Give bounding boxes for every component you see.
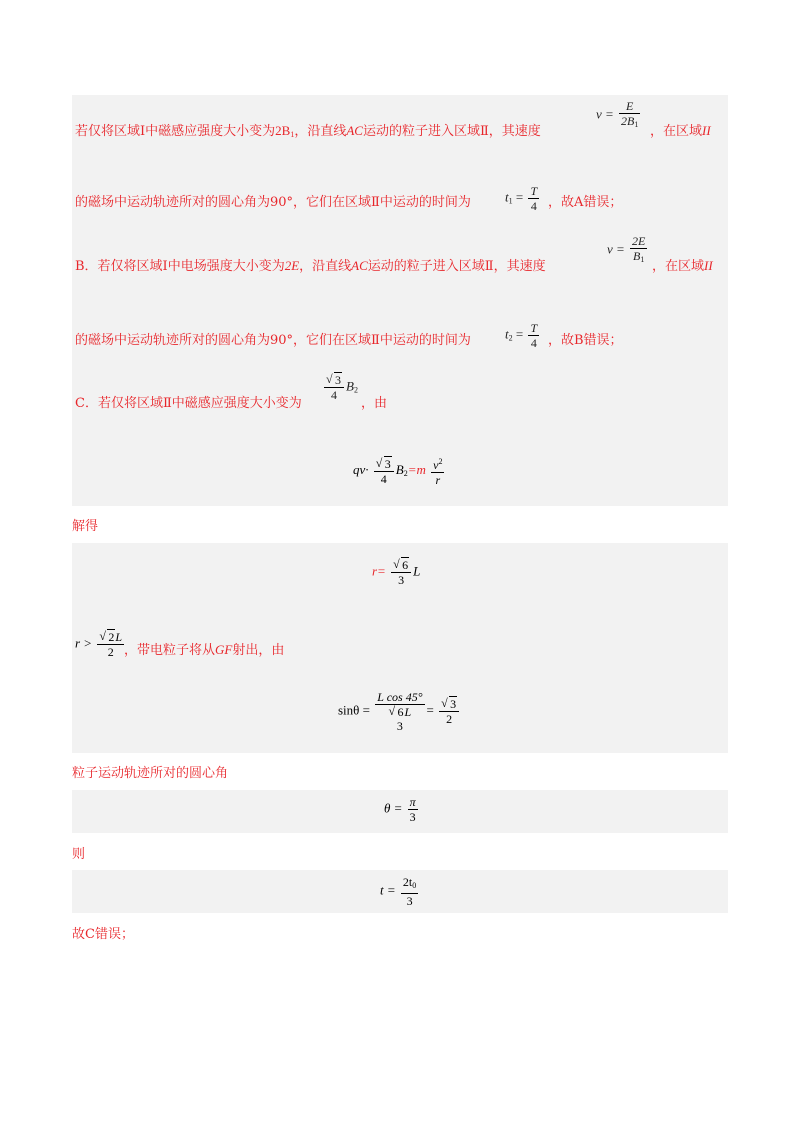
option-b-conclusion: ，故B错误； (548, 333, 623, 348)
time-equation: t = $\frac{2t_0}{3}$ (380, 875, 417, 908)
angle-equation: θ = $\frac{\pi}{3}$ (384, 795, 416, 824)
then-label: 则 (72, 847, 86, 862)
solve-label: 解得 (72, 519, 99, 534)
option-a-line-2: 的磁场中运动轨迹所对的圆心角为90°，它们在区域Ⅱ中运动的时间为 (75, 195, 471, 210)
option-c-line-1-tail: ，由 (361, 396, 388, 411)
exit-boundary-text: ，带电粒子将从GF射出，由 (124, 642, 285, 658)
sine-equation: sinθ = L cos 45° √ 6L 3 = √ $\frac{3}{2}$ (338, 690, 461, 733)
time-formula-b: $t_2$ = $\frac{T}{4}$ (505, 321, 538, 350)
force-balance-equation: qv· √ $\frac{3}{4}$ $B_2=m$ $\frac{v^2}{r}$ (353, 455, 446, 487)
option-c-conclusion: 故C错误； (72, 927, 134, 942)
option-c-line-1: C．若仅将区域Ⅱ中磁感应强度大小变为 (75, 396, 302, 411)
option-a-line-1: 若仅将区域Ⅰ中磁感应强度大小变为$2B_1$，沿直线AC运动的粒子进入区域Ⅱ，其速度 (75, 123, 541, 139)
solution-block-1 (72, 95, 728, 506)
velocity-formula-b: v = $\frac{2E}{B_1}$ (607, 234, 649, 267)
radius-equation: r= √ $\frac{6}{3}$ L (372, 558, 420, 587)
option-b-line-1: B．若仅将区域Ⅰ中电场强度大小变为2E，沿直线AC运动的粒子进入区域Ⅱ，其速度 (75, 258, 546, 274)
radius-comparison: r > √ $\frac{2L}{2}$ (75, 630, 126, 659)
velocity-formula-a: v = $\frac{E}{2B_1}$ (596, 99, 642, 132)
option-b-line-2: 的磁场中运动轨迹所对的圆心角为90°，它们在区域Ⅱ中运动的时间为 (75, 333, 471, 348)
option-a-line-1-tail: ，在区域II (650, 123, 711, 139)
central-angle-label: 粒子运动轨迹所对的圆心角 (72, 766, 229, 781)
option-b-line-1-tail: ，在区域II (652, 258, 713, 274)
option-c-field-fraction: √ $\frac{3}{4}$ $B_2$ (322, 373, 358, 402)
time-formula-a: $t_1$ = $\frac{T}{4}$ (505, 184, 538, 213)
option-a-conclusion: ，故A错误； (548, 195, 623, 210)
